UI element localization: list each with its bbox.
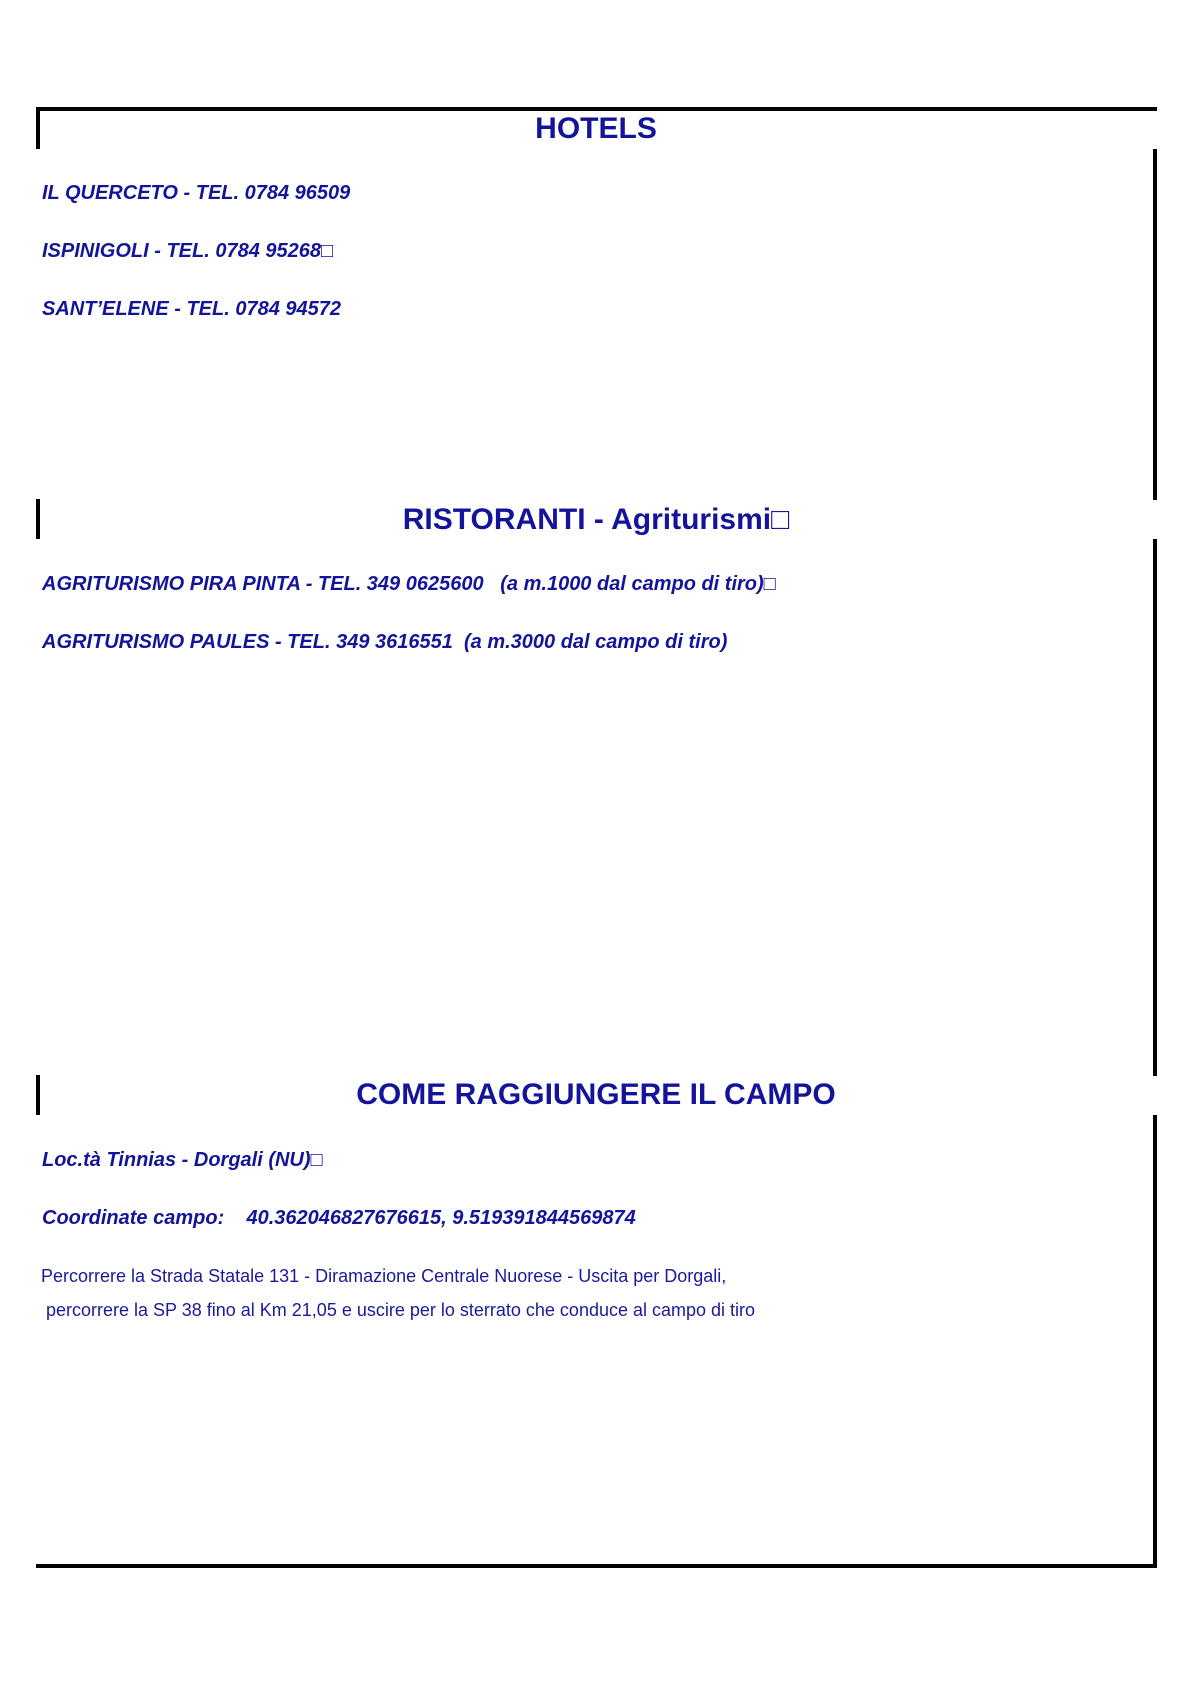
right-bracket-restaurants xyxy=(1153,539,1157,1076)
location-line: Loc.tà Tinnias - Dorgali (NU)□ xyxy=(42,1149,323,1171)
restaurants-heading: RISTORANTI - Agriturismi□ xyxy=(402,503,790,536)
restaurant-item: AGRITURISMO PIRA PINTA - TEL. 349 0625600 (a m.1000 dal campo di tiro)□ xyxy=(42,573,776,595)
restaurant-item: AGRITURISMO PAULES - TEL. 349 3616551 (a m.3000 dal campo di tiro) xyxy=(42,631,728,653)
directions-text-line: percorrere la SP 38 fino al Km 21,05 e uscire per lo sterrato che conduce al campo di tiro xyxy=(41,1300,756,1320)
bottom-border-rule xyxy=(36,1564,1157,1568)
right-bracket-hotels xyxy=(1153,149,1157,500)
coordinates-line: Coordinate campo: 40.362046827676615, 9.519391844569874 xyxy=(42,1207,636,1229)
right-bracket-directions xyxy=(1153,1115,1157,1568)
hotel-item: ISPINIGOLI - TEL. 0784 95268□ xyxy=(42,240,334,262)
hotels-heading: HOTELS xyxy=(535,112,657,145)
directions-text-line: Percorrere la Strada Statale 131 - Diramazione Centrale Nuorese - Uscita per Dorgali, xyxy=(41,1266,727,1286)
hotel-item: SANT’ELENE - TEL. 0784 94572 xyxy=(42,298,342,320)
directions-heading: COME RAGGIUNGERE IL CAMPO xyxy=(356,1078,836,1111)
hotel-item: IL QUERCETO - TEL. 0784 96509 xyxy=(42,182,351,204)
top-border-rule xyxy=(36,107,1157,111)
